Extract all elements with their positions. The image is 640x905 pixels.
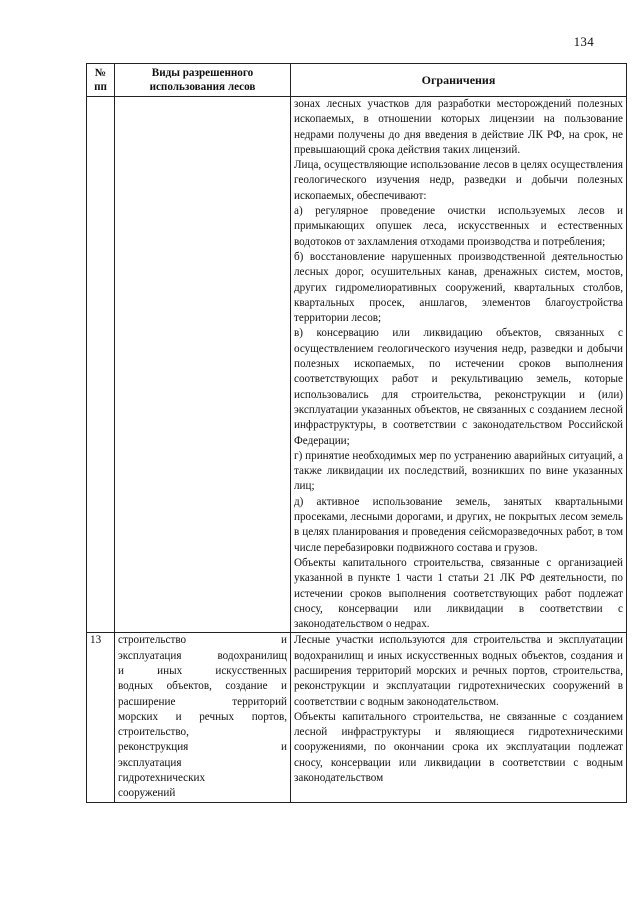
row-number: 13 xyxy=(87,633,115,802)
row-use-type xyxy=(115,97,291,633)
row-restrictions xyxy=(291,97,627,633)
use-type-line: эксплуатация xyxy=(118,756,182,769)
use-type-line: строительство, xyxy=(118,726,189,739)
use-type-line: сооружений xyxy=(118,787,176,800)
use-type-line: реконструкция и xyxy=(118,741,287,754)
use-type-line: расширение территорий xyxy=(118,695,287,708)
use-type-line: строительство и xyxy=(118,634,287,647)
restriction-paragraph: д) активное использование земель, занятых квартальными просеками, лесными дорогами, и других, не покрытых лесом земель в целях планирования и проведения сейсморазведочных работ, в том числе перебазировки подвижного состава и грузов. xyxy=(294,495,623,554)
row-use-type xyxy=(115,633,291,802)
restriction-paragraph: Лесные участки используются для строительства и эксплуатации водохранилищ и иных искусственных водных объектов, создания и расширения территорий морских и речных портов, строительства, реконструкции и эксплуатации гидротехнических сооружений в соответствии с водным законодательством. xyxy=(294,634,623,708)
restriction-paragraph: а) регулярное проведение очистки используемых лесов и примыкающих опушек леса, искусственных и естественных водотоков от захламления отходами производства и потребления; xyxy=(294,205,623,248)
use-type-line: морских и речных портов, xyxy=(118,710,287,723)
table-row xyxy=(87,97,627,633)
table-header-row xyxy=(87,64,627,97)
restriction-paragraph: Лица, осуществляющие использование лесов в целях осуществления геологического изучения недр, разведки и добычи полезных ископаемых, обеспечивают: xyxy=(294,159,623,202)
use-type-line: водных объектов, создание и xyxy=(118,680,287,693)
page-number: 134 xyxy=(573,34,594,49)
restriction-paragraph: Объекты капитального строительства, связанные с организацией указанной в пункте 1 части 1 статьи 21 ЛК РФ деятельности, по истечении сроков выполнения соответствующих работ подлежат сносу, консервации или ликвидации в соответствии с законодательством о недрах. xyxy=(294,556,623,631)
use-type-line: гидротехнических xyxy=(118,772,206,785)
use-type-line: эксплуатация водохранилищ xyxy=(118,649,287,662)
restriction-paragraph: б) восстановление нарушенных производственной деятельностью лесных дорог, осушительных канав, дренажных систем, мостов, других гидромелиоративных сооружений, квартальных столбов, квартальных просек, аншлагов, элементов благоустройства территории лесов; xyxy=(294,250,623,325)
row-restrictions xyxy=(291,633,627,802)
header-use-type: Виды разрешенного использования лесов xyxy=(115,64,291,97)
header-restrictions: Ограничения xyxy=(291,64,627,97)
restriction-paragraph: г) принятие необходимых мер по устранению аварийных ситуаций, а также ликвидации их последствий, возникших по вине указанных лиц; xyxy=(294,449,623,493)
row-number xyxy=(87,97,115,633)
restriction-paragraph: в) консервацию или ликвидацию объектов, связанных с осуществлением геологического изучения недр, разведки и добычи полезных ископаемых, по истечении сроков выполнения соответствующих работ и рекультивацию земель, которые использовались для строительства, реконструкции и (или) эксплуатации указанных объектов, не связанных с созданием лесной инфраструктуры, в соответствии с законодательством Российской Федерации; xyxy=(294,327,623,447)
header-number: № пп xyxy=(87,64,115,97)
restriction-paragraph: зонах лесных участков для разработки месторождений полезных ископаемых, в отношении которых лицензии на пользование недрами получены до дня введения в действие ЛК РФ, на срок, не превышающий срока действия таких лицензий. xyxy=(294,98,623,156)
restrictions-table xyxy=(86,63,627,803)
restriction-paragraph: Объекты капитального строительства, не связанные с созданием лесной инфраструктуры и являющиеся гидротехническими сооружениями, по окончании срока их эксплуатации подлежат сносу, консервации или ликвидации в соответствии с водным законодательством xyxy=(294,710,623,785)
table-row xyxy=(87,633,627,802)
use-type-line: и иных искусственных xyxy=(118,664,287,677)
